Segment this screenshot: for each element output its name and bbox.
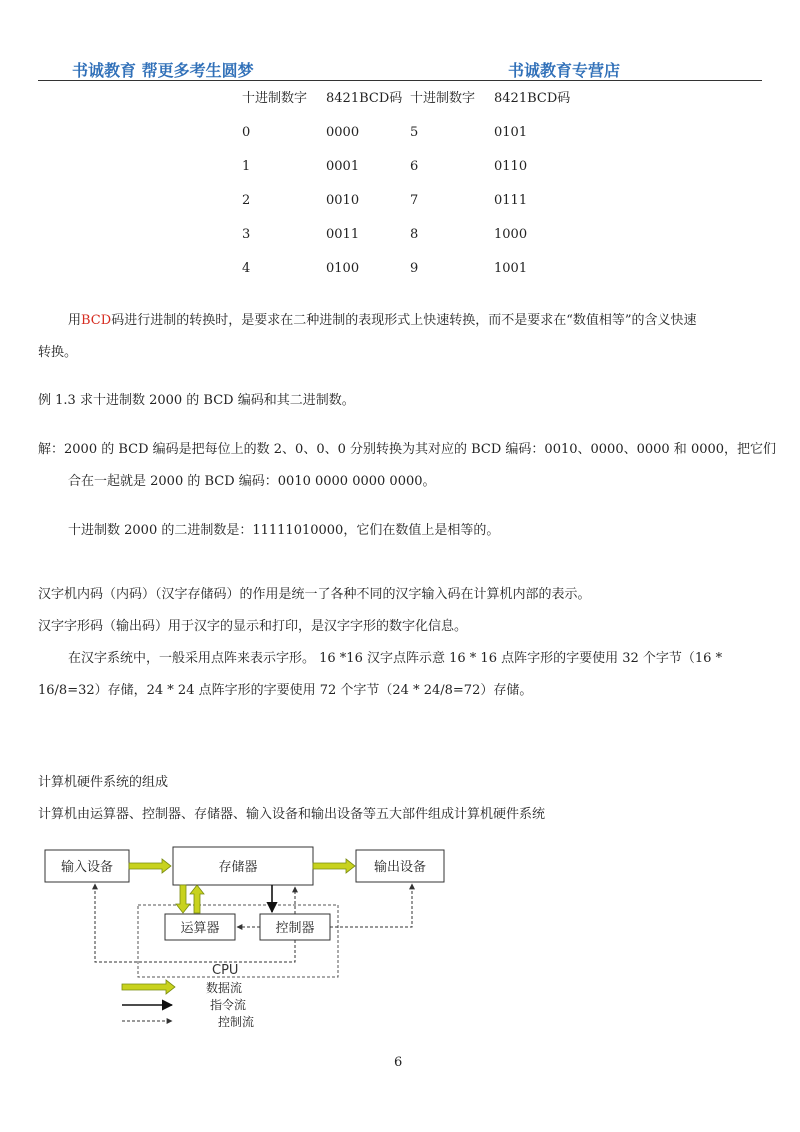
legend-control-flow-label: 控制流 — [218, 1015, 255, 1029]
solution-line2: 合在一起就是 2000 的 BCD 编码：0010 0000 0000 0000。 — [68, 474, 436, 489]
hardware-description: 计算机由运算器、控制器、存储器、输入设备和输出设备等五大部件组成计算机硬件系统 — [38, 807, 546, 822]
header-left: 书诚教育 帮更多考生圆梦 — [72, 61, 254, 80]
table-cell: 0000 — [326, 125, 360, 140]
table-header: 十进制数字 — [242, 91, 308, 106]
table-cell: 3 — [242, 227, 251, 242]
table-cell: 0100 — [326, 261, 360, 276]
legend — [122, 980, 254, 1029]
hanzi-dot-matrix-line2: 16/8=32）存储，24 * 24 点阵字形的字要使用 72 个字节（24 * 24/8=72）存储。 — [38, 683, 533, 698]
table-cell: 8 — [410, 227, 419, 242]
controller-label: 控制器 — [275, 921, 315, 936]
hanzi-internal-code: 汉字机内码（内码）（汉字存储码）的作用是统一了各种不同的汉字输入码在计算机内部的表示。 — [38, 587, 591, 602]
table-cell: 2 — [242, 193, 251, 208]
hanzi-glyph-code: 汉字字形码（输出码）用于汉字的显示和打印，是汉字字形的数字化信息。 — [38, 619, 468, 634]
solution-line1: 解：2000 的 BCD 编码是把每位上的数 2、0、0、0 分别转换为其对应的 BCD 编码：0010、0000、0000 和 0000，把它们 — [38, 442, 777, 457]
table-cell: 1000 — [494, 227, 528, 242]
table-cell: 0110 — [494, 159, 528, 174]
memory-label: 存储器 — [218, 860, 258, 875]
table-header: 8421BCD码 — [326, 91, 403, 106]
table-cell: 0101 — [494, 125, 528, 140]
alu-label: 运算器 — [180, 921, 220, 936]
table-header: 十进制数字 — [410, 91, 476, 106]
table-cell: 9 — [410, 261, 419, 276]
cpu-label: CPU — [212, 963, 239, 978]
bcd-highlight: BCD — [81, 313, 112, 328]
text-span: 用 — [68, 313, 82, 328]
table-cell: 5 — [410, 125, 419, 140]
control-flow-arrows — [95, 884, 412, 962]
table-cell: 0011 — [326, 227, 360, 242]
table-cell: 1 — [242, 159, 251, 174]
table-cell: 0010 — [326, 193, 360, 208]
header-right: 书诚教育专营店 — [508, 61, 621, 80]
legend-data-flow-icon — [122, 980, 175, 994]
table-cell: 1001 — [494, 261, 528, 276]
hanzi-dot-matrix-line1: 在汉字系统中，一般采用点阵来表示字形。 16 *16 汉字点阵示意 16 * 16 点阵字形的字要使用 32 个字节（16 * — [68, 651, 723, 666]
table-cell: 0 — [242, 125, 251, 140]
table-cell: 4 — [242, 261, 251, 276]
table-cell: 6 — [410, 159, 419, 174]
input-device-label: 输入设备 — [60, 860, 114, 875]
legend-data-flow-label: 数据流 — [206, 981, 243, 995]
page-number: 6 — [394, 1055, 403, 1070]
text-span: 码进行进制的转换时，是要求在二种进制的表现形式上快速转换，而不是要求在“数值相等”的含义快速 — [111, 313, 697, 328]
table-cell: 7 — [410, 193, 419, 208]
hardware-title: 计算机硬件系统的组成 — [38, 775, 169, 790]
table-header: 8421BCD码 — [494, 91, 571, 106]
table-cell: 0111 — [494, 193, 528, 208]
example-heading: 例 1.3 求十进制数 2000 的 BCD 编码和其二进制数。 — [38, 393, 355, 408]
legend-instruction-flow-label: 指令流 — [210, 998, 247, 1012]
solution-line3: 十进制数 2000 的二进制数是：11111010000，它们在数值上是相等的。 — [68, 523, 500, 538]
bcd-paragraph-line2: 转换。 — [38, 345, 78, 360]
table-cell: 0001 — [326, 159, 360, 174]
output-device-label: 输出设备 — [373, 860, 427, 875]
